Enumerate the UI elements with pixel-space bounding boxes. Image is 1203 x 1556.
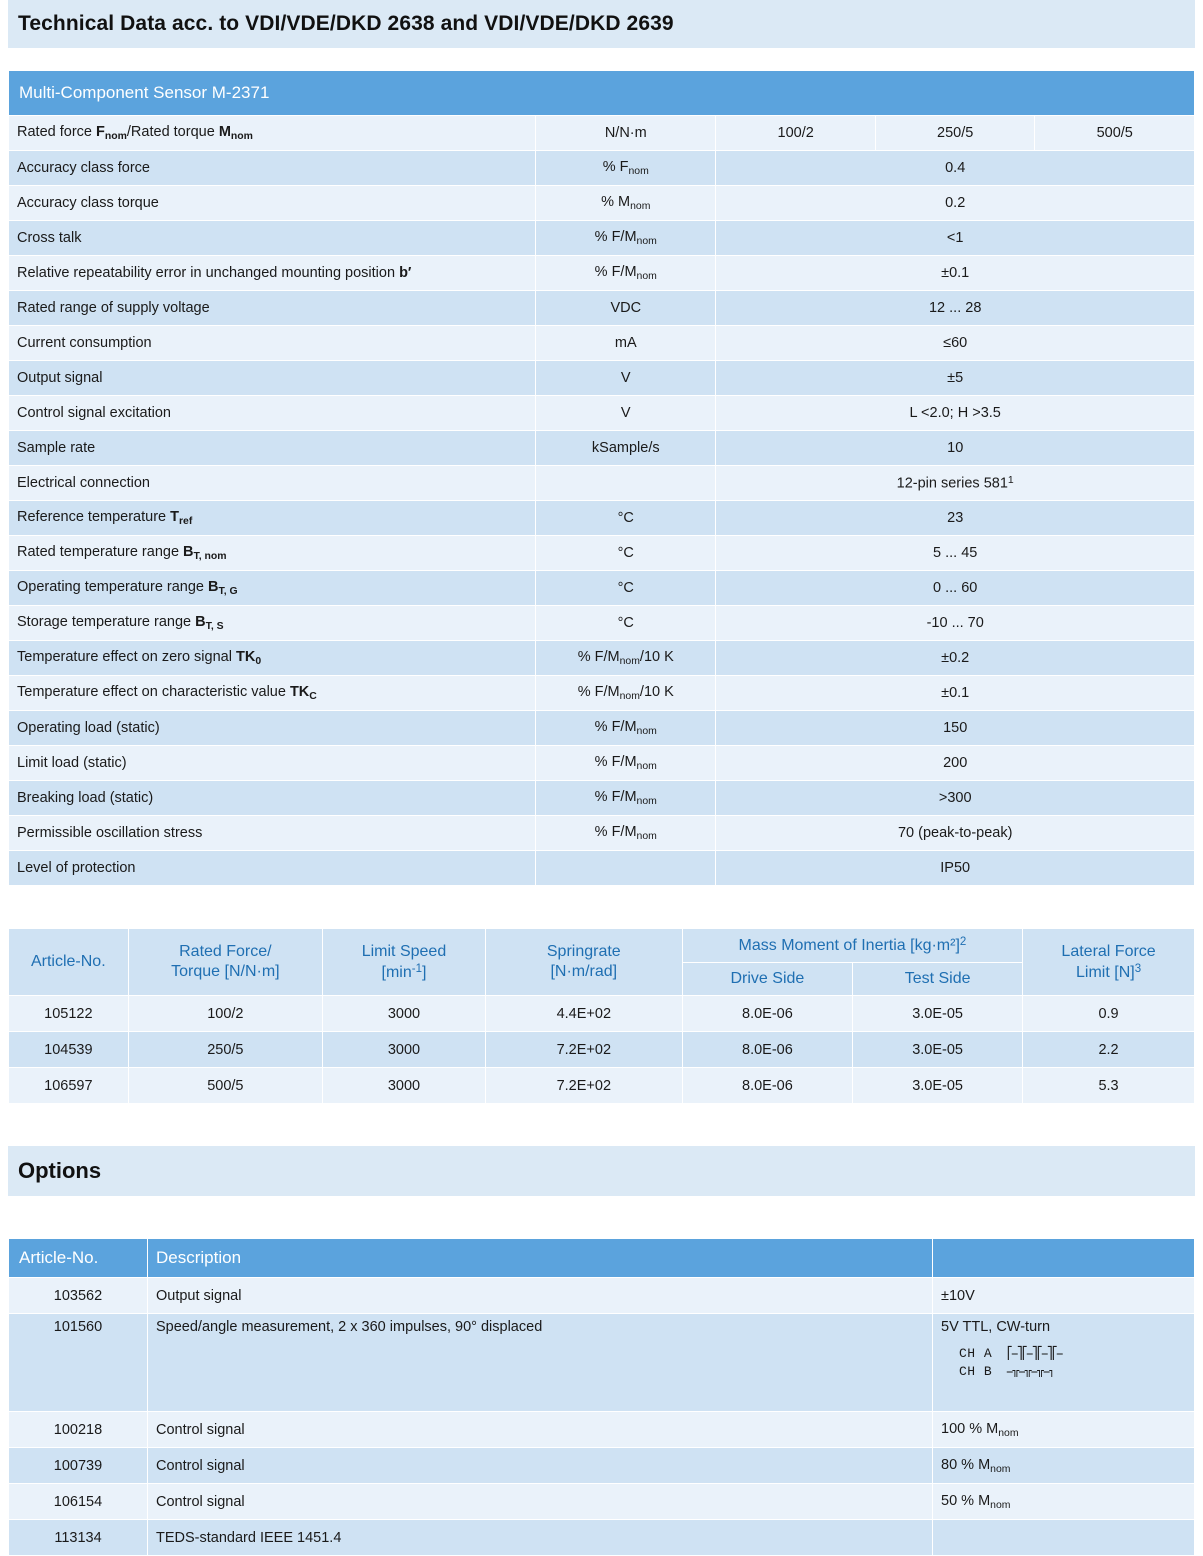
options-table-body [9, 1278, 1195, 1556]
cell-article-no: 105122 [9, 996, 129, 1032]
table-row [9, 746, 1195, 781]
list-item [9, 1448, 1195, 1484]
options-col-article-no: Article-No. [9, 1239, 148, 1278]
option-article-no: 103562 [9, 1278, 148, 1314]
spec-row-label: Output signal [9, 361, 536, 396]
table-row [9, 851, 1195, 886]
spec-table-header-label: Multi-Component Sensor M-2371 [9, 71, 1195, 116]
cell-limit-speed: 3000 [323, 1068, 486, 1104]
cell-lateral: 0.9 [1023, 996, 1195, 1032]
spec-row-unit [536, 851, 716, 886]
cell-lateral: 5.3 [1023, 1068, 1195, 1104]
spec-row-value: ±0.1 [716, 676, 1195, 711]
spec-row-unit: °C [536, 501, 716, 536]
spec-row-label: Electrical connection [9, 466, 536, 501]
spec-row-unit: % $F/M_{nom}$ [536, 256, 716, 291]
spec-row-value: L <2.0; H >3.5 [716, 396, 1195, 431]
spec-row-label: Operating load (static) [9, 711, 536, 746]
cell-rated-force: 500/5 [128, 1068, 322, 1104]
list-item [9, 1484, 1195, 1520]
spec-row-unit: °C [536, 536, 716, 571]
table-row [9, 571, 1195, 606]
col-limit-speed: Limit Speed $[\min^{-1}]$ [323, 929, 486, 996]
option-article-no: 101560 [9, 1314, 148, 1412]
spec-row-unit: °C [536, 606, 716, 641]
cell-article-no: 104539 [9, 1032, 129, 1068]
table-row [9, 326, 1195, 361]
spec-row-value: ±0.1 [716, 256, 1195, 291]
cell-rated-force: 250/5 [128, 1032, 322, 1068]
spec-row-label: Sample rate [9, 431, 536, 466]
channel-b-wave-icon: ⎯⎤⎡⎯⎤⎡⎯⎤⎡⎯⎤ [1000, 1364, 1053, 1379]
spec-row-value: 23 [716, 501, 1195, 536]
spec-row-unit: % $F/M_{nom}/10$ K [536, 641, 716, 676]
spec-row-value: ≤60 [716, 326, 1195, 361]
cell-limit-speed: 3000 [323, 996, 486, 1032]
spec-row-label: Rated force $F_{nom}$/Rated torque $M_{nom}$ [9, 116, 536, 151]
spec-row-label: Rated range of supply voltage [9, 291, 536, 326]
article-header-row-1 [9, 929, 1195, 963]
list-item [9, 1520, 1195, 1556]
cell-test-side: 3.0E-05 [853, 1032, 1023, 1068]
spec-row-value: >300 [716, 781, 1195, 816]
spec-row-value-3: 500/5 [1035, 116, 1195, 151]
article-table-body [9, 996, 1195, 1104]
spec-row-label: Limit load (static) [9, 746, 536, 781]
option-value-text: 5V TTL, CW-turn [941, 1319, 1051, 1336]
spec-row-label: Storage temperature range $B_{T, S}$ [9, 606, 536, 641]
cell-test-side: 3.0E-05 [853, 996, 1023, 1032]
cell-rated-force: 100/2 [128, 996, 322, 1032]
options-title: Options [8, 1146, 1195, 1196]
option-value: 100 % $M_{nom}$ [933, 1412, 1195, 1448]
spec-row-value-1: 100/2 [716, 116, 876, 151]
option-article-no: 113134 [9, 1520, 148, 1556]
spec-row-label: Temperature effect on zero signal $TK_0$ [9, 641, 536, 676]
spec-row-label: Operating temperature range $B_{T, G}$ [9, 571, 536, 606]
spec-row-unit: V [536, 361, 716, 396]
spec-row-label: Current consumption [9, 326, 536, 361]
option-description: Control signal [148, 1448, 933, 1484]
spec-row-label: Accuracy class torque [9, 186, 536, 221]
table-row [9, 1032, 1195, 1068]
spec-row-label: Control signal excitation [9, 396, 536, 431]
spec-row-value: 10 [716, 431, 1195, 466]
spec-row-unit: % $F/M_{nom}$ [536, 711, 716, 746]
table-row [9, 151, 1195, 186]
spec-row-value: 150 [716, 711, 1195, 746]
option-description: Control signal [148, 1412, 933, 1448]
spec-row-value: 5 ... 45 [716, 536, 1195, 571]
option-description: Output signal [148, 1278, 933, 1314]
cell-article-no: 106597 [9, 1068, 129, 1104]
cell-drive-side: 8.0E-06 [682, 1068, 852, 1104]
spec-row-unit: mA [536, 326, 716, 361]
table-row [9, 396, 1195, 431]
cell-drive-side: 8.0E-06 [682, 996, 852, 1032]
options-col-value [933, 1239, 1195, 1278]
table-row [9, 291, 1195, 326]
table-row [9, 501, 1195, 536]
table-row [9, 536, 1195, 571]
option-value-speed-angle [933, 1314, 1195, 1412]
cell-springrate: 4.4E+02 [485, 996, 682, 1032]
spec-table-body [9, 71, 1195, 886]
table-row [9, 996, 1195, 1032]
spec-row-label: Temperature effect on characteristic value $TK_C$ [9, 676, 536, 711]
table-row [9, 221, 1195, 256]
list-item [9, 1314, 1195, 1412]
spec-row-unit: % $F/M_{nom}$ [536, 746, 716, 781]
spec-row-label: Relative repeatability error in unchanged mounting position b′ [9, 256, 536, 291]
spec-row-value-2: 250/5 [875, 116, 1035, 151]
spec-row-unit: N/N·m [536, 116, 716, 151]
spec-row-value: -10 ... 70 [716, 606, 1195, 641]
spec-row-unit: VDC [536, 291, 716, 326]
option-description: Control signal [148, 1484, 933, 1520]
channel-a-label: CH A [959, 1346, 993, 1362]
option-article-no: 100739 [9, 1448, 148, 1484]
spec-row-unit: % $F_{nom}$ [536, 151, 716, 186]
table-row [9, 676, 1195, 711]
table-row [9, 1068, 1195, 1104]
article-table-head [9, 929, 1195, 996]
spec-row-label: Level of protection [9, 851, 536, 886]
spec-row-value: 12-pin series $581^1$ [716, 466, 1195, 501]
spec-row-value: 12 ... 28 [716, 291, 1195, 326]
spec-row-label: Breaking load (static) [9, 781, 536, 816]
spec-row-label: Permissible oscillation stress [9, 816, 536, 851]
cell-limit-speed: 3000 [323, 1032, 486, 1068]
option-value: 50 % $M_{nom}$ [933, 1484, 1195, 1520]
spec-row-unit: °C [536, 571, 716, 606]
cell-springrate: 7.2E+02 [485, 1032, 682, 1068]
spec-row-value: ±5 [716, 361, 1195, 396]
spec-row-value: IP50 [716, 851, 1195, 886]
article-table [8, 928, 1195, 1104]
spec-row-value: 0 ... 60 [716, 571, 1195, 606]
spec-row-label: Cross talk [9, 221, 536, 256]
options-header-row [9, 1239, 1195, 1278]
page-title: Technical Data acc. to VDI/VDE/DKD 2638 and VDI/VDE/DKD 2639 [8, 0, 1195, 48]
spec-row-unit [536, 466, 716, 501]
spec-row-label: Reference temperature $T_{ref}$ [9, 501, 536, 536]
options-table [8, 1238, 1195, 1556]
table-row [9, 711, 1195, 746]
col-drive-side: Drive Side [682, 963, 852, 996]
spec-row-value: 70 (peak-to-peak) [716, 816, 1195, 851]
cell-springrate: 7.2E+02 [485, 1068, 682, 1104]
spec-row-label: Accuracy class force [9, 151, 536, 186]
spec-row-unit: kSample/s [536, 431, 716, 466]
spec-table [8, 70, 1195, 886]
option-description: TEDS-standard IEEE 1451.4 [148, 1520, 933, 1556]
option-description: Speed/angle measurement, 2 x 360 impulses, 90° displaced [148, 1314, 933, 1412]
col-rated-force: Rated Force/ Torque [N/N·m] [128, 929, 322, 996]
table-row [9, 606, 1195, 641]
table-row [9, 816, 1195, 851]
channel-b-line [959, 1363, 1186, 1381]
options-table-head [9, 1239, 1195, 1278]
spec-row-value: 200 [716, 746, 1195, 781]
option-value [933, 1520, 1195, 1556]
spec-row-unit: % $F/M_{nom}$ [536, 781, 716, 816]
table-row [9, 641, 1195, 676]
option-value: ±10V [933, 1278, 1195, 1314]
table-row [9, 256, 1195, 291]
channel-a-wave-icon: ⎡⎯⎤⎡⎯⎤⎡⎯⎤⎡⎯ [1000, 1347, 1062, 1362]
spec-row-unit: % $F/M_{nom}/10$ K [536, 676, 716, 711]
encoder-waveform-diagram [959, 1345, 1186, 1380]
channel-b-label: CH B [959, 1363, 993, 1379]
table-row [9, 116, 1195, 151]
channel-a-line [959, 1345, 1186, 1363]
spec-row-value: 0.4 [716, 151, 1195, 186]
spec-row-value: 0.2 [716, 186, 1195, 221]
table-row [9, 431, 1195, 466]
cell-test-side: 3.0E-05 [853, 1068, 1023, 1104]
spec-row-unit: V [536, 396, 716, 431]
table-row [9, 466, 1195, 501]
option-article-no: 106154 [9, 1484, 148, 1520]
col-article-no: Article-No. [9, 929, 129, 996]
cell-lateral: 2.2 [1023, 1032, 1195, 1068]
col-springrate: Springrate [N·m/rad] [485, 929, 682, 996]
spec-row-unit: % $F/M_{nom}$ [536, 816, 716, 851]
col-lateral-force: Lateral Force Limit $[N]^3$ [1023, 929, 1195, 996]
spec-row-unit: % $F/M_{nom}$ [536, 221, 716, 256]
table-row [9, 361, 1195, 396]
spec-row-unit: % $M_{nom}$ [536, 186, 716, 221]
spec-row-value: <1 [716, 221, 1195, 256]
table-row [9, 186, 1195, 221]
spec-row-value: ±0.2 [716, 641, 1195, 676]
option-value: 80 % $M_{nom}$ [933, 1448, 1195, 1484]
list-item [9, 1278, 1195, 1314]
options-col-description: Description [148, 1239, 933, 1278]
cell-drive-side: 8.0E-06 [682, 1032, 852, 1068]
spec-table-header-row [9, 71, 1195, 116]
list-item [9, 1412, 1195, 1448]
col-mass-moment-inertia: Mass Moment of Inertia $[kg\cdot m^2]^2$ [682, 929, 1022, 963]
table-row [9, 781, 1195, 816]
col-test-side: Test Side [853, 963, 1023, 996]
spec-row-label: Rated temperature range $B_{T, nom}$ [9, 536, 536, 571]
option-article-no: 100218 [9, 1412, 148, 1448]
